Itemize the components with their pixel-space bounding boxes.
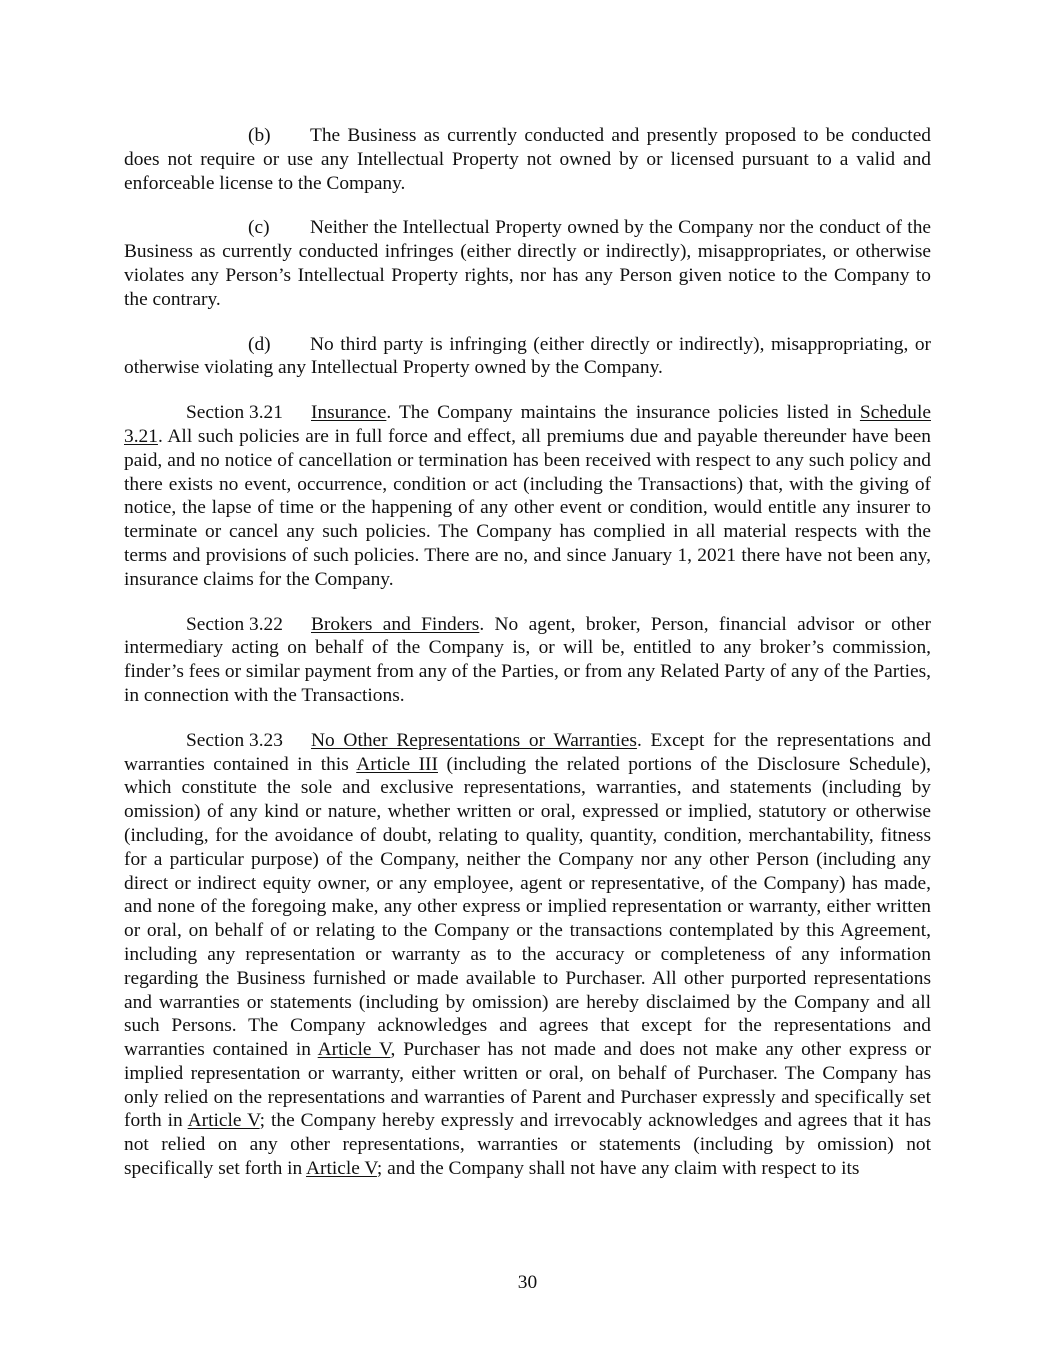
document-page (124, 124, 931, 1202)
section-3-22-title: Brokers and Finders (311, 613, 480, 635)
paragraph-d-text: No third party is infringing (either directly or indirectly), misappropriating, or otherwise violating any Intellectual Property owned by the Company. (124, 333, 931, 379)
paragraph-c-label: (c) (248, 217, 270, 239)
section-3-23-text-5: ; and the Company shall not have any claim with respect to its (376, 1158, 860, 1180)
article-v-reference-2: Article V (187, 1110, 260, 1132)
section-3-23-title: No Other Representations or Warranties (311, 729, 637, 751)
schedule-3-21-reference: Schedule 3.21 (124, 402, 931, 447)
section-3-22-text-1: . No agent, broker, Person, financial advisor or other intermediary acting on behalf of the Company is, or will be, entitled to any broker’s commission, finder’s fees or similar payment from any of the Parties, or from any Related Party of any of the Parties, in connection with the Transactions. (124, 613, 931, 706)
paragraph-c-text: Neither the Intellectual Property owned by the Company nor the conduct of the Business as currently conducted infringes (either directly or indirectly), misappropriates, or otherwise violates any Person’s Intellectual Property rights, nor has any Person given notice to the Company to the contrary. (124, 217, 931, 310)
section-3-21-title: Insurance (311, 402, 387, 424)
paragraph-c (124, 216, 931, 311)
section-3-22-number: Section 3.22 (186, 613, 283, 635)
section-3-23-text-1: . Except for the representations and warranties contained in this (124, 729, 931, 775)
page-number: 30 (517, 1272, 538, 1293)
section-3-22 (124, 613, 931, 708)
section-3-23-text-3: , Purchaser has not made and does not make any other express or implied representation or warranty, either written or oral, on behalf of Purchaser. The Company has only relied on the representations and warranties of Parent and Purchaser expressly and specifically set forth in (124, 1039, 932, 1132)
section-3-21-text-1: . The Company maintains the insurance policies listed in (386, 402, 860, 424)
paragraph-b-label: (b) (248, 125, 271, 146)
section-3-23-text-4: ; the Company hereby expressly and irrevocably acknowledges and agrees that it has not relied on any other representations, warranties or statements (including by omission) not specifically set forth in (124, 1110, 932, 1180)
section-3-23-number: Section 3.23 (186, 729, 283, 751)
paragraph-d (124, 333, 931, 381)
section-3-21 (124, 401, 931, 591)
article-iii-reference: Article III (356, 753, 438, 775)
section-3-23 (124, 729, 931, 1181)
section-3-23-text-2: (including the related portions of the Disclosure Schedule), which constitute the sole and exclusive representations, warranties, and statements (including by omission) of any kind or nature, whether written or oral, expressed or implied, statutory or otherwise (including, for the avoidance of doubt, relating to quality, quantity, condition, merchantability, fitness for a particular purpose) of the Company, neither the Company nor any other Person (including any direct or indirect equity owner, or any employee, agent or representative, of the Company) has made, and none of the foregoing make, any other express or implied representation or warranty, either written or oral, on behalf of or relating to the Company or the transactions contemplated by this Agreement, including any representation or warranty as to the accuracy or completeness of any information regarding the Business furnished or made available to Purchaser. All other purported representations and warranties or statements (including by omission) are hereby disclaimed by the Company and all such Persons. The Company acknowledges and agrees that except for the representations and warranties contained in (124, 753, 931, 1061)
article-v-reference-1: Article V (317, 1039, 391, 1061)
paragraph-b-text: The Business as currently conducted and presently proposed to be conducted does not require or use any Intellectual Property not owned by or licensed pursuant to a valid and enforceable license to the Company. (124, 125, 931, 194)
paragraph-d-label: (d) (248, 333, 271, 355)
paragraph-b (124, 124, 931, 195)
article-v-reference-3: Article V (306, 1158, 377, 1180)
section-3-21-number: Section 3.21 (186, 402, 283, 424)
section-3-21-text-2: . All such policies are in full force and effect, all premiums due and payable thereunder have been paid, and no notice of cancellation or termination has been received with respect to any such policy and there exists no event, occurrence, condition or act (including the Transactions) that, with the giving of notice, the lapse of time or the happening of any other event or condition, would entitle any insurer to terminate or cancel any such policies. The Company has complied in all material respects with the terms and provisions of such policies. There are no, and since January 1, 2021 there have not been any, insurance claims for the Company. (124, 425, 931, 590)
